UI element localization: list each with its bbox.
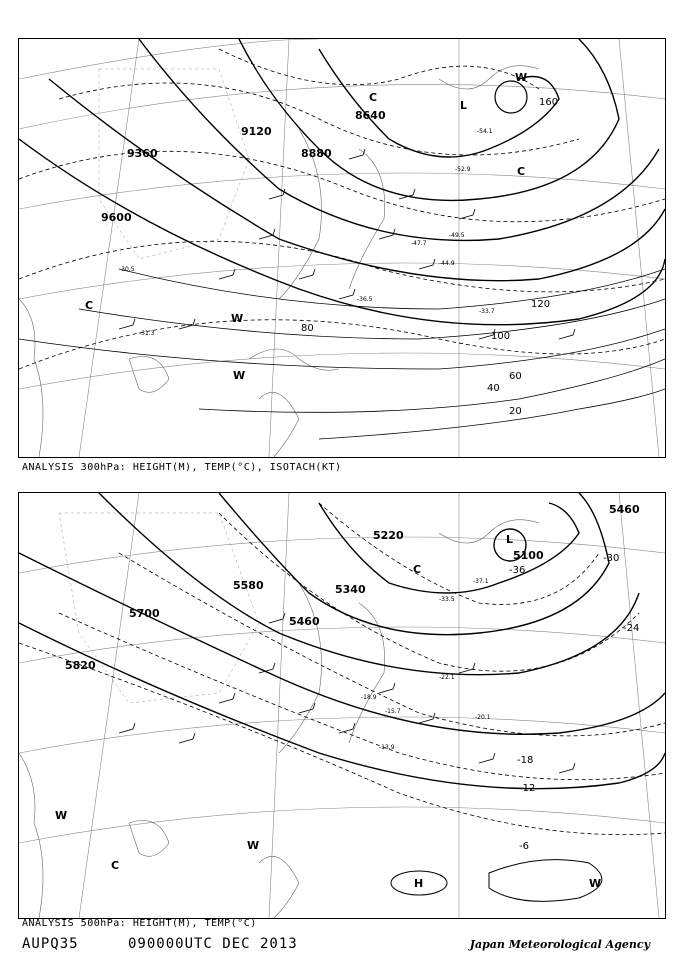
warm-center-label: W <box>247 839 260 852</box>
temp-label: -20.1 <box>475 714 491 721</box>
low-center-label: L <box>460 99 468 112</box>
temp-label: -13.9 <box>379 744 395 751</box>
temp-label: -44.9 <box>439 260 455 267</box>
temp-label: -31.3 <box>139 330 155 337</box>
isotherm-label: -18 <box>517 755 534 766</box>
caption-500hpa: ANALYSIS 500hPa: HEIGHT(M), TEMP(°C) <box>22 918 257 929</box>
temp-label: -47.7 <box>411 240 427 247</box>
isotach-label: 20 <box>509 406 522 417</box>
low-center-label: L <box>506 533 514 546</box>
map-500hpa-canvas <box>19 493 665 918</box>
isotach-label: 40 <box>487 383 500 394</box>
cold-center-label: C <box>413 563 422 576</box>
low-center-ring <box>495 81 527 113</box>
warm-center-label: W <box>55 809 68 822</box>
height-contours <box>19 493 665 789</box>
cold-center-label: C <box>111 859 120 872</box>
cold-center-label: C <box>517 165 526 178</box>
isotach-label: 120 <box>531 299 551 310</box>
isotach-label: 100 <box>491 331 511 342</box>
temp-label: -52.9 <box>455 166 471 173</box>
height-label: 8640 <box>355 109 386 122</box>
map-300hpa <box>18 38 666 458</box>
height-label: 5700 <box>129 607 160 620</box>
isotach-label: 160 <box>539 97 559 108</box>
jet-hatch <box>99 69 249 259</box>
height-label: 5220 <box>373 529 404 542</box>
graticule <box>19 39 665 457</box>
height-label: 5580 <box>233 579 264 592</box>
isotherm-label: -36 <box>509 565 526 576</box>
closed-contour <box>489 860 602 902</box>
temp-label: -33.5 <box>439 596 455 603</box>
isotherm-label: -6 <box>519 841 529 852</box>
map-500hpa <box>18 492 666 919</box>
chart-id: AUPQ35 <box>22 936 79 952</box>
height-label: 8880 <box>301 147 332 160</box>
height-label: 5460 <box>289 615 320 628</box>
coastlines <box>19 66 539 457</box>
wind-barbs <box>119 613 575 773</box>
map-300hpa-canvas <box>19 39 665 457</box>
height-label: 9120 <box>241 125 272 138</box>
temp-label: -54.1 <box>477 128 493 135</box>
height-label: 9360 <box>127 147 158 160</box>
warm-center-label: W <box>231 312 244 325</box>
temp-label: -37.1 <box>473 578 489 585</box>
isotherm-label: -24 <box>623 623 640 634</box>
warm-center-label: W <box>589 877 602 890</box>
temp-label: -22.1 <box>439 674 455 681</box>
temp-label: -36.5 <box>357 296 373 303</box>
wind-barbs <box>119 149 575 339</box>
graticule <box>19 493 665 918</box>
warm-center-label: W <box>233 369 246 382</box>
temp-label: -15.7 <box>385 708 401 715</box>
isotach-label: 60 <box>509 371 522 382</box>
temp-label: -49.5 <box>449 232 465 239</box>
issue-time: 090000UTC DEC 2013 <box>128 936 298 952</box>
warm-center-label: W <box>515 71 528 84</box>
agency-name: Japan Meteorological Agency <box>469 938 650 951</box>
cold-center-label: C <box>369 91 378 104</box>
isotherm-label: -30 <box>603 553 620 564</box>
temp-label: -33.7 <box>479 308 495 315</box>
isotach-label: 80 <box>301 323 314 334</box>
temp-label: -30.5 <box>119 266 135 273</box>
temp-label: -18.9 <box>361 694 377 701</box>
height-label: 5460 <box>609 503 640 516</box>
isotherm-label: -12 <box>519 783 536 794</box>
height-label: 9600 <box>101 211 132 224</box>
height-label: 5820 <box>65 659 96 672</box>
height-contours <box>19 39 665 325</box>
height-label: 5100 <box>513 549 544 562</box>
high-center-label: H <box>414 877 424 890</box>
caption-300hpa: ANALYSIS 300hPa: HEIGHT(M), TEMP(°C), ISOTACH(KT) <box>22 462 342 473</box>
coastlines <box>19 520 539 918</box>
cold-center-label: C <box>85 299 94 312</box>
height-label: 5340 <box>335 583 366 596</box>
